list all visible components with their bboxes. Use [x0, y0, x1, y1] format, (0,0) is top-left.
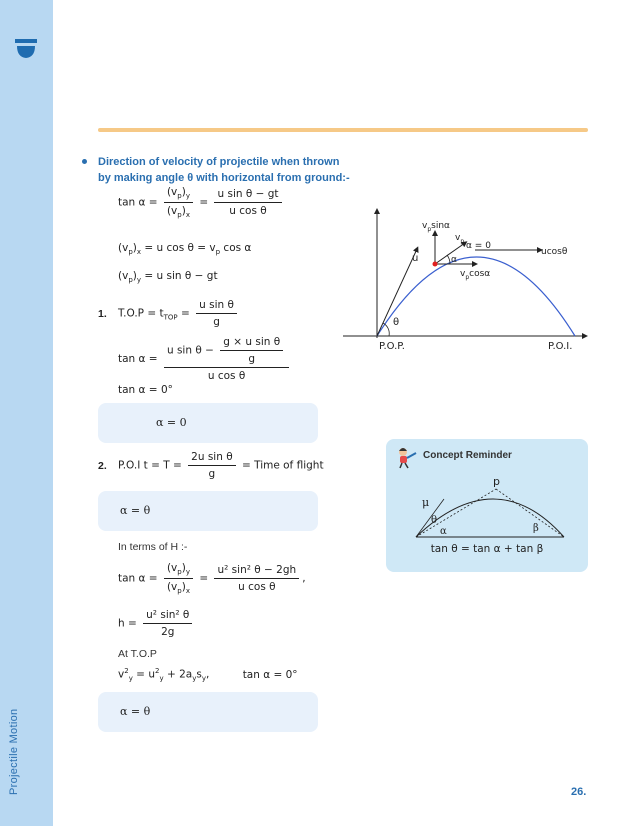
sidebar-chapter-label: Projectile Motion [8, 708, 20, 795]
h-den: 2g [161, 626, 175, 638]
eq-sign: = [199, 196, 209, 209]
num-close: ) [181, 186, 186, 198]
poi-label: P.O.I t = T = [118, 459, 182, 472]
vp-cosa-sub: p [465, 274, 470, 281]
rhs-num: u sin θ − gt [214, 188, 281, 203]
point-marker [433, 262, 438, 267]
lhs-sub: p [128, 276, 133, 285]
h-fraction [143, 609, 192, 638]
ucos-label: ucosθ [541, 247, 568, 257]
mascot-icon [394, 445, 418, 469]
poi-num: 2u sin θ [188, 451, 235, 466]
equation-kinematics [118, 667, 298, 683]
section-divider [98, 128, 588, 132]
den-sub2: x [185, 211, 190, 220]
lhs-close: ) [132, 242, 137, 254]
rhs-num: u² sin² θ − 2gh [214, 564, 299, 579]
concept-mu-label: μ [422, 496, 430, 509]
vp-cosa-tail: cosα [469, 269, 491, 279]
vp-sina-sub: p [427, 226, 432, 233]
equation-tan-alpha-1 [118, 186, 285, 219]
velocity-ratio [164, 562, 193, 595]
rhs-sub: p [215, 248, 221, 257]
result-box-alpha-theta: α = θ [98, 491, 318, 531]
concept-formula: tan θ = tan α + tan β [430, 543, 544, 555]
top-num: u sin θ [196, 299, 237, 314]
inner-num: g × u sin θ [220, 336, 283, 351]
top-sub: TOP [163, 313, 178, 322]
lhs-sub: p [128, 248, 133, 257]
rhs-den: u cos θ [229, 205, 267, 218]
lhs-v: (v [118, 270, 129, 282]
trajectory-diagram [335, 203, 590, 353]
nested-fraction [164, 336, 289, 382]
rhs-tail: cos α [220, 242, 252, 254]
tail: + 2a [163, 668, 193, 681]
top-fraction [196, 299, 237, 328]
equation-tan-alpha-h [118, 562, 306, 595]
vp-sina-label [422, 221, 450, 233]
den-sub: p [177, 587, 182, 596]
num-sub2: y [185, 192, 190, 201]
result-box-alpha-zero: α = 0 [98, 403, 318, 443]
top-den: g [213, 316, 220, 328]
item-1-number: 1. [98, 308, 107, 320]
theta-label: θ [393, 317, 400, 328]
inner-den: g [248, 353, 256, 365]
lhs-close: ) [132, 270, 137, 282]
concept-p-label: p [493, 475, 500, 488]
alpha-label: α [451, 255, 457, 265]
alpha-zero-label: α = 0 [466, 241, 491, 251]
sub2: y [159, 674, 164, 683]
outer-den: u cos θ [207, 370, 246, 382]
sup1: 2 [124, 667, 129, 675]
equation-top [118, 299, 240, 328]
lhs-sub2: x [136, 248, 142, 257]
equation-tan-alpha-2 [118, 336, 292, 382]
rhs-fraction [214, 188, 281, 217]
num-v: (v [166, 186, 178, 198]
vp-sina-v: v [422, 221, 428, 231]
vp-cosa-label [460, 269, 490, 281]
equation-tan-alpha-zero: tan α = 0° [118, 384, 173, 396]
mid: = u [132, 668, 155, 681]
v: v [118, 668, 125, 681]
poi-den: g [208, 468, 216, 480]
result-box-alpha-theta-2: α = θ [98, 692, 318, 732]
lhs-v: (v [118, 242, 129, 254]
eq-sign: = [199, 572, 209, 585]
poi-tail: = Time of flight [241, 459, 324, 472]
sub4: y [201, 674, 206, 683]
concept-alpha-label: α [440, 526, 447, 537]
at-top-label: At T.O.P [118, 648, 157, 660]
concept-theta-label: θ [431, 515, 438, 526]
num-close: ) [181, 562, 186, 574]
brand-logo-icon [14, 38, 38, 60]
eq-lhs: h = [118, 617, 137, 630]
rhs: = u sin θ − gt [144, 270, 218, 282]
sub3: y [192, 674, 197, 683]
num-sub2: y [185, 568, 190, 577]
vp-sina-tail: sinα [431, 221, 450, 231]
item-2-number: 2. [98, 460, 107, 472]
tail-comma: , [302, 572, 306, 585]
comma: , [206, 668, 210, 681]
equation-h [118, 609, 195, 638]
den-close: ) [181, 581, 186, 594]
equation-vpx [118, 242, 251, 256]
in-terms-of-h: In terms of H :- [118, 541, 188, 553]
top-label: T.O.P = t [118, 307, 164, 320]
bullet-icon [82, 159, 87, 164]
eq-lhs: tan α = [118, 353, 158, 365]
vp-v: v [455, 233, 461, 243]
velocity-ratio [164, 186, 193, 219]
heading-line-2: by making angle θ with horizontal from ground:- [98, 172, 350, 184]
rhs-den: u cos θ [238, 581, 276, 594]
num-sub: p [177, 192, 182, 201]
tan-alpha-zero-right: tan α = 0° [242, 668, 298, 681]
eq-sign: = [180, 307, 190, 320]
eq-lhs: tan α = [118, 196, 158, 209]
concept-beta-label: β [533, 523, 539, 534]
concept-title: Concept Reminder [423, 450, 512, 461]
rhs: = u cos θ = v [144, 242, 216, 254]
heading-line-1: Direction of velocity of projectile when thrown [98, 156, 340, 168]
poi-label: P.O.I. [548, 341, 573, 352]
rhs-fraction [214, 564, 299, 593]
equation-vpy [118, 270, 218, 284]
vp-sub: p [460, 238, 465, 245]
den-v: (v [166, 581, 178, 594]
num-v: (v [166, 562, 178, 574]
num-sub: p [177, 568, 182, 577]
u-label: u [412, 253, 419, 264]
concept-triangle-diagram [386, 469, 588, 544]
den-v: (v [166, 205, 178, 218]
section-heading [98, 154, 368, 186]
den-close: ) [181, 205, 186, 218]
num-a: u sin θ − [166, 344, 214, 357]
vp-label [455, 233, 464, 245]
lhs-sub2: y [136, 276, 142, 285]
sidebar [0, 0, 53, 826]
sup2: 2 [154, 667, 160, 675]
s: s [196, 668, 202, 681]
vp-cosa-v: v [460, 269, 466, 279]
eq-lhs: tan α = [118, 572, 158, 585]
den-sub2: x [185, 587, 190, 596]
den-sub: p [177, 211, 182, 220]
sub1: y [128, 674, 133, 683]
equation-poi [118, 451, 324, 480]
concept-reminder-card [386, 439, 588, 572]
pop-label: P.O.P. [379, 341, 405, 352]
poi-fraction [188, 451, 235, 480]
inner-fraction [220, 336, 283, 365]
page-number: 26. [571, 786, 587, 798]
h-num: u² sin² θ [143, 609, 192, 624]
